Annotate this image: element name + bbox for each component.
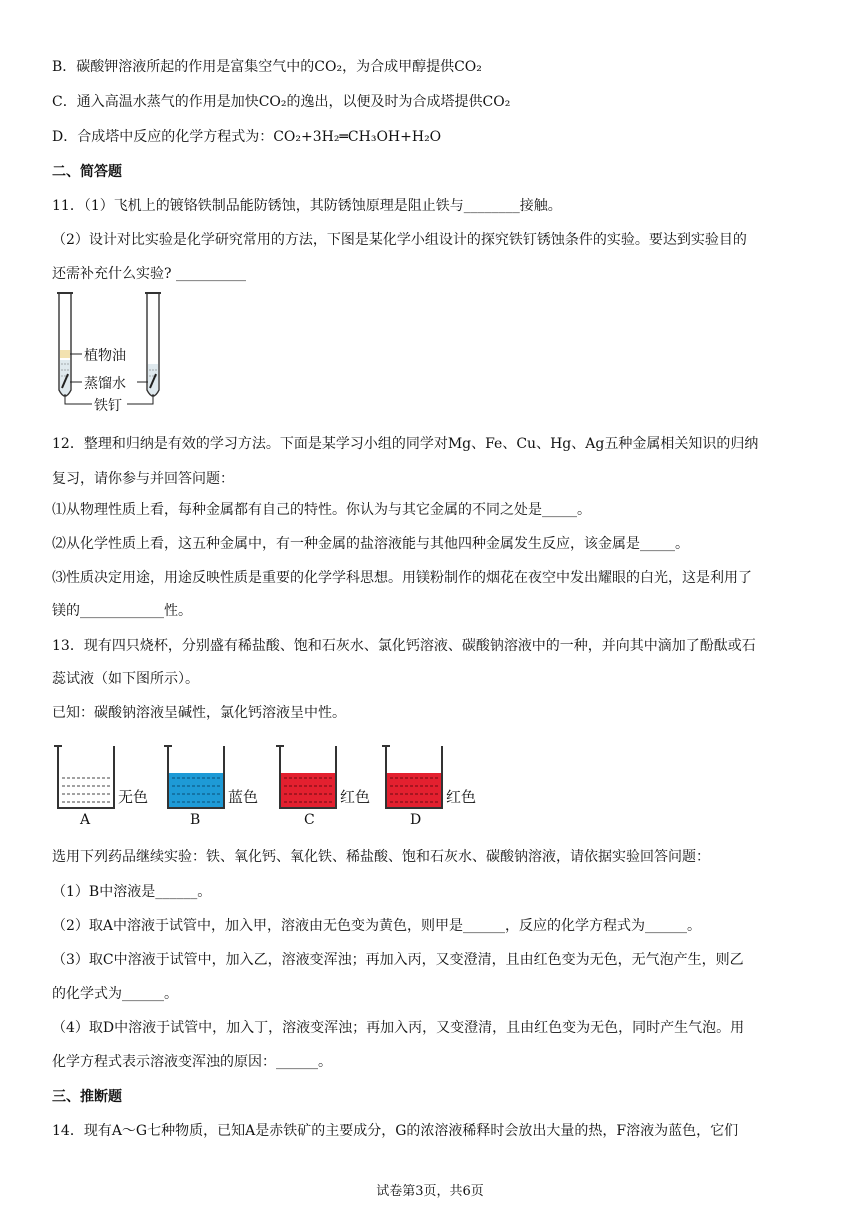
label-distilled-water: 蒸馏水 <box>84 376 126 392</box>
section-heading-short-answer: 二、简答题 <box>52 164 122 180</box>
section-heading-inference: 三、推断题 <box>52 1089 122 1105</box>
q13-sub1: （1）B中溶液是______。 <box>52 884 212 900</box>
label-vegetable-oil: 植物油 <box>84 348 126 364</box>
beaker-a-letter: A <box>80 812 91 828</box>
beaker-d <box>380 738 480 833</box>
q12-part1: ⑴从物理性质上看，每种金属都有自己的特性。你认为与其它金属的不同之处是_____。 <box>52 502 591 518</box>
q14-intro: 14．现有A～G七种物质，已知A是赤铁矿的主要成分，G的浓溶液稀释时会放出大量的热，F溶液为蓝色，它们 <box>52 1123 739 1139</box>
beakers-figure <box>52 738 482 833</box>
beaker-a-label: 无色 <box>118 788 149 806</box>
beaker-b <box>162 738 262 833</box>
q13-sub4: （4）取D中溶液于试管中，加入丁，溶液变浑浊；再加入丙，又变澄清，且由红色变为无色，同时产生气泡。用 <box>52 1020 745 1036</box>
beaker-c <box>274 738 374 833</box>
q12-part3: ⑶性质决定用途，用途反映性质是重要的化学学科思想。用镁粉制作的烟花在夜空中发出耀眼的白光，这是利用了 <box>52 570 752 586</box>
option-d: D．合成塔中反应的化学方程式为：CO₂+3H₂═CH₃OH+H₂O <box>52 129 442 145</box>
label-iron-nail: 铁钉 <box>94 398 122 414</box>
option-b: B．碳酸钾溶液所起的作用是富集空气中的CO₂，为合成甲醇提供CO₂ <box>52 59 482 75</box>
q13-intro: 13．现有四只烧杯，分别盛有稀盐酸、饱和石灰水、氯化钙溶液、碳酸钠溶液中的一种，并向其中滴加了酚酞或石 <box>52 638 756 654</box>
q11-part1: 11．（1）飞机上的镀铬铁制品能防锈蚀，其防锈蚀原理是阻止铁与________接触。 <box>52 198 562 214</box>
q12-intro: 12．整理和归纳是有效的学习方法。下面是某学习小组的同学对Mg、Fe、Cu、Hg、Ag五种金属相关知识的归纳 <box>52 436 759 452</box>
q13-sub4-cont: 化学方程式表示溶液变浑浊的原因：______。 <box>52 1054 332 1070</box>
option-c: C．通入高温水蒸气的作用是加快CO₂的逸出，以便及时为合成塔提供CO₂ <box>52 94 511 110</box>
q13-sub3: （3）取C中溶液于试管中，加入乙，溶液变浑浊；再加入丙，又变澄清，且由红色变为无色，无气泡产生，则乙 <box>52 952 744 968</box>
q13-sub2: （2）取A中溶液于试管中，加入甲，溶液由无色变为黄色，则甲是______，反应的化学方程式为______。 <box>52 918 702 934</box>
beaker-d-letter: D <box>410 812 422 828</box>
q13-sub3-cont: 的化学式为______。 <box>52 986 178 1002</box>
beaker-c-letter: C <box>304 812 315 828</box>
q12-part2: ⑵从化学性质上看，这五种金属中，有一种金属的盐溶液能与其他四种金属发生反应，该金属是_____。 <box>52 536 689 552</box>
beaker-a <box>52 738 152 833</box>
q13-known: 已知：碳酸钠溶液呈碱性，氯化钙溶液呈中性。 <box>52 705 346 721</box>
q11-part2: （2）设计对比实验是化学研究常用的方法，下图是某化学小组设计的探究铁钉锈蚀条件的实验。要达到实验目的 <box>52 232 747 248</box>
beaker-d-label: 红色 <box>446 788 477 806</box>
beaker-c-label: 红色 <box>340 788 371 806</box>
page-footer: 试卷第3页，共6页 <box>376 1184 484 1199</box>
q13-intro-cont: 蕊试液（如下图所示）。 <box>52 671 199 687</box>
test-tube-figure <box>52 290 182 420</box>
q12-intro-cont: 复习，请你参与并回答问题： <box>52 471 234 487</box>
q11-part2-cont: 还需补充什么实验? __________ <box>52 266 246 282</box>
q13-reagents: 选用下列药品继续实验：铁、氧化钙、氧化铁、稀盐酸、饱和石灰水、碳酸钠溶液，请依据实验回答问题： <box>52 849 710 865</box>
beaker-b-label: 蓝色 <box>228 788 259 806</box>
q12-part3-cont: 镁的____________性。 <box>52 603 192 619</box>
beaker-b-letter: B <box>190 812 201 828</box>
